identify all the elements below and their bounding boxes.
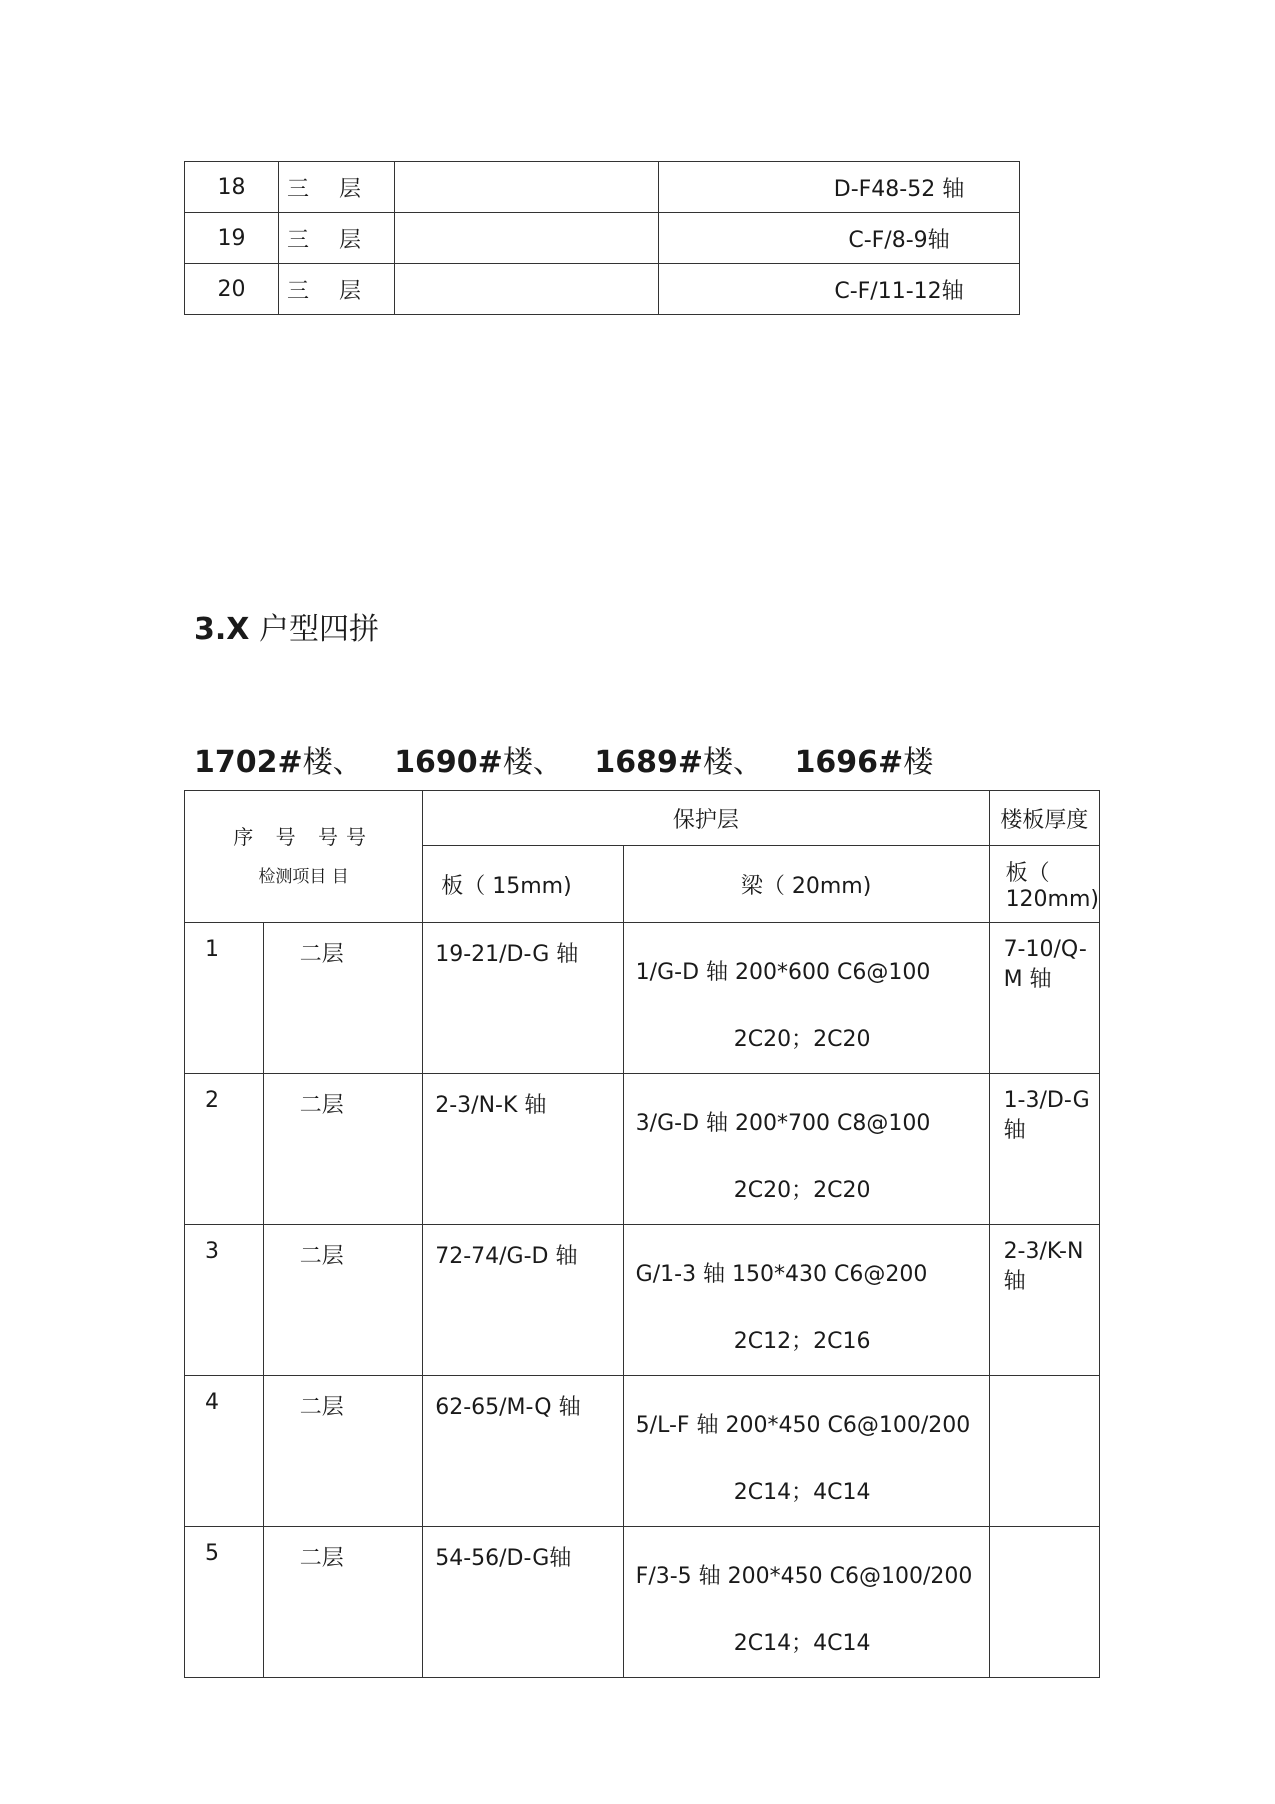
- building-suffix: 楼、: [703, 745, 764, 780]
- table-row: [185, 162, 1020, 213]
- beam-spec: 3/G-D 轴 200*700 C8@100: [635, 1111, 931, 1136]
- floor-cell: [279, 213, 395, 264]
- index-header-line1: 序 号 号号: [233, 824, 374, 849]
- floor-cell: 二层: [263, 923, 422, 1074]
- table-row: [185, 1527, 1100, 1678]
- beam-cell: [623, 1074, 989, 1225]
- empty-cell: [395, 213, 659, 264]
- header-row: [185, 791, 1100, 846]
- building-number: 1696#: [794, 745, 904, 780]
- section-number: 3.X: [194, 612, 250, 647]
- floor-cell: 二层: [263, 1225, 422, 1376]
- beam-cell: [623, 1376, 989, 1527]
- beam-spec: 1/G-D 轴 200*600 C6@100: [635, 960, 931, 985]
- beam-rebar: 2C14；4C14: [733, 1631, 871, 1656]
- beam-rebar: 2C12；2C16: [733, 1329, 871, 1354]
- table-row: [185, 213, 1020, 264]
- row-number: 5: [185, 1527, 264, 1678]
- beam-rebar: 2C20；2C20: [733, 1178, 871, 1203]
- thickness-cell: [989, 1527, 1099, 1678]
- beam-spec: F/3-5 轴 200*450 C6@100/200: [635, 1564, 973, 1589]
- empty-cell: [395, 264, 659, 315]
- empty-cell: [395, 162, 659, 213]
- floor-char: 三: [287, 176, 310, 202]
- row-number: 19: [185, 213, 279, 264]
- index-header-line2: 检测项目 目: [258, 866, 349, 887]
- row-number: 3: [185, 1225, 264, 1376]
- table-row: [185, 923, 1100, 1074]
- floor-cell: 二层: [263, 1074, 422, 1225]
- building-number: 1689#: [594, 745, 704, 780]
- building-number: 1690#: [394, 745, 503, 780]
- continuation-table: [184, 161, 1020, 315]
- floor-cell: 二层: [263, 1376, 422, 1527]
- cover-header: 保护层: [423, 791, 989, 846]
- beam-cell: [623, 1527, 989, 1678]
- beam-spec: G/1-3 轴 150*430 C6@200: [635, 1262, 928, 1287]
- slab-header: 板（ 15mm): [423, 846, 623, 923]
- location-cell: D-F48-52 轴: [659, 162, 1020, 213]
- floor-char: 层: [339, 227, 362, 253]
- building-list: [194, 737, 955, 781]
- slab-cell: 62-65/M-Q 轴: [423, 1376, 623, 1527]
- inspection-table: [184, 790, 1100, 1678]
- table-row: [185, 1074, 1100, 1225]
- building-suffix: 楼、: [502, 745, 563, 780]
- floor-char: 三: [287, 278, 310, 304]
- location-cell: C-F/8-9轴: [659, 213, 1020, 264]
- section-title: 户型四拼: [258, 612, 379, 647]
- row-number: 4: [185, 1376, 264, 1527]
- beam-cell: [623, 923, 989, 1074]
- slab-cell: 54-56/D-G轴: [423, 1527, 623, 1678]
- floor-cell: 二层: [263, 1527, 422, 1678]
- beam-cell: [623, 1225, 989, 1376]
- floor-char: 层: [339, 278, 362, 304]
- row-number: 18: [185, 162, 279, 213]
- row-number: 20: [185, 264, 279, 315]
- slab-cell: 72-74/G-D 轴: [423, 1225, 623, 1376]
- thickness-cell: [989, 1376, 1099, 1527]
- beam-rebar: 2C20；2C20: [733, 1027, 871, 1052]
- beam-spec: 5/L-F 轴 200*450 C6@100/200: [635, 1413, 971, 1438]
- floor-cell: [279, 264, 395, 315]
- building-suffix: 楼、: [302, 745, 363, 780]
- table-row: [185, 1376, 1100, 1527]
- section-heading: [194, 604, 379, 648]
- slab-120-header: 板（ 120mm): [989, 846, 1099, 923]
- slab-cell: 19-21/D-G 轴: [423, 923, 623, 1074]
- floor-char: 层: [339, 176, 362, 202]
- floor-cell: [279, 162, 395, 213]
- thickness-cell: 7-10/Q-M 轴: [989, 923, 1099, 1074]
- thickness-cell: 1-3/D-G 轴: [989, 1074, 1099, 1225]
- slab-cell: 2-3/N-K 轴: [423, 1074, 623, 1225]
- thickness-header: 楼板厚度: [989, 791, 1099, 846]
- index-header: [185, 791, 423, 923]
- floor-char: 三: [287, 227, 310, 253]
- beam-header: 梁（ 20mm): [623, 846, 989, 923]
- building-suffix: 楼: [903, 745, 934, 780]
- row-number: 2: [185, 1074, 264, 1225]
- row-number: 1: [185, 923, 264, 1074]
- building-number: 1702#: [194, 745, 303, 780]
- location-cell: C-F/11-12轴: [659, 264, 1020, 315]
- thickness-cell: 2-3/K-N 轴: [989, 1225, 1099, 1376]
- beam-rebar: 2C14；4C14: [733, 1480, 871, 1505]
- table-row: [185, 264, 1020, 315]
- table-row: [185, 1225, 1100, 1376]
